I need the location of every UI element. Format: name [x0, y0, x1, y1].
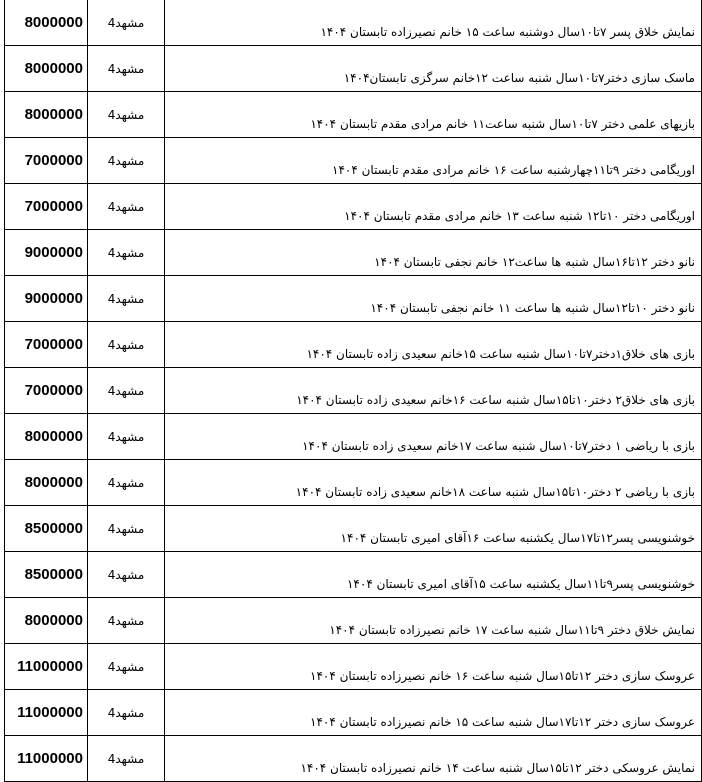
course-description: خوشنویسی پسر۹تا۱۱سال یکشنبه ساعت ۱۵آقای امیری تابستان ۱۴۰۴ [346, 577, 695, 591]
description-cell [165, 598, 702, 644]
table-row [5, 368, 702, 414]
description-cell [165, 506, 702, 552]
table-row [5, 644, 702, 690]
course-description: عروسک سازی دختر ۱۲تا۱۷سال شنبه ساعت ۱۵ خانم نصیرزاده تابستان ۱۴۰۴ [310, 715, 695, 729]
table-row [5, 506, 702, 552]
price-cell: 8500000 [5, 506, 88, 552]
city-cell: مشهد4 [88, 276, 165, 322]
course-description: نمایش خلاق دختر ۹تا۱۱سال شنبه ساعت ۱۷ خانم نصیرزاده تابستان ۱۴۰۴ [329, 623, 695, 637]
description-cell [165, 92, 702, 138]
description-cell [165, 460, 702, 506]
course-description: بازیهای علمی دختر ۷تا۱۰سال شنبه ساعت۱۱ خانم مرادی مقدم تابستان ۱۴۰۴ [310, 117, 695, 131]
description-cell [165, 322, 702, 368]
table-row [5, 736, 702, 782]
description-cell [165, 276, 702, 322]
city-cell: مشهد4 [88, 0, 165, 46]
city-cell: مشهد4 [88, 322, 165, 368]
description-cell [165, 736, 702, 782]
city-cell: مشهد4 [88, 92, 165, 138]
course-description: نانو دختر ۱۰تا۱۲سال شنبه ها ساعت ۱۱ خانم نجفی تابستان ۱۴۰۴ [370, 301, 695, 315]
course-description: اوریگامی دختر ۱۰تا۱۲ شنبه ساعت ۱۳ خانم مرادی مقدم تابستان ۱۴۰۴ [344, 209, 695, 223]
table-row [5, 230, 702, 276]
table-body [5, 0, 702, 782]
city-cell: مشهد4 [88, 414, 165, 460]
price-cell: 8000000 [5, 46, 88, 92]
table-row [5, 460, 702, 506]
price-cell: 7000000 [5, 322, 88, 368]
course-description: بازی های خلاق۱دختر۷تا۱۰سال شنبه ساعت ۱۵خانم سعیدی زاده تابستان ۱۴۰۴ [306, 347, 695, 361]
price-cell: 8000000 [5, 598, 88, 644]
city-cell: مشهد4 [88, 230, 165, 276]
description-cell [165, 368, 702, 414]
description-cell [165, 46, 702, 92]
city-cell: مشهد4 [88, 552, 165, 598]
price-cell: 7000000 [5, 138, 88, 184]
description-cell [165, 644, 702, 690]
description-cell [165, 552, 702, 598]
price-cell: 8500000 [5, 552, 88, 598]
description-cell [165, 230, 702, 276]
description-cell [165, 184, 702, 230]
description-cell [165, 414, 702, 460]
course-description: نانو دختر ۱۲تا۱۶سال شنبه ها ساعت۱۲ خانم نجفی تابستان ۱۴۰۴ [374, 255, 695, 269]
table-row [5, 138, 702, 184]
course-description: عروسک سازی دختر ۱۲تا۱۵سال شنبه ساعت ۱۶ خانم نصیرزاده تابستان ۱۴۰۴ [310, 669, 695, 683]
city-cell: مشهد4 [88, 460, 165, 506]
course-description: نمایش خلاق پسر ۷تا۱۰سال دوشنبه ساعت ۱۵ خانم نصیرزاده تابستان ۱۴۰۴ [320, 25, 695, 39]
table-row [5, 552, 702, 598]
city-cell: مشهد4 [88, 138, 165, 184]
price-cell: 8000000 [5, 414, 88, 460]
city-cell: مشهد4 [88, 690, 165, 736]
course-description: بازی های خلاق۲ دختر۱۰تا۱۵سال شنبه ساعت ۱۶خانم سعیدی زاده تابستان ۱۴۰۴ [296, 393, 695, 407]
description-cell [165, 0, 702, 46]
city-cell: مشهد4 [88, 644, 165, 690]
price-cell: 7000000 [5, 184, 88, 230]
table-row [5, 184, 702, 230]
city-cell: مشهد4 [88, 736, 165, 782]
course-price-table [4, 0, 702, 782]
description-cell [165, 138, 702, 184]
table-row [5, 276, 702, 322]
price-cell: 8000000 [5, 460, 88, 506]
price-cell: 9000000 [5, 230, 88, 276]
course-description: نمایش عروسکی دختر ۱۲تا۱۵سال شنبه ساعت ۱۴ خانم نصیرزاده تابستان ۱۴۰۴ [300, 761, 695, 775]
course-description: ماسک سازی دختر۷تا۱۰سال شنبه ساعت ۱۲خانم سرگزی تابستان۱۴۰۴ [343, 71, 695, 85]
description-cell [165, 690, 702, 736]
course-description: خوشنویسی پسر۱۲تا۱۷سال یکشنبه ساعت ۱۶آقای امیری تابستان ۱۴۰۴ [340, 531, 695, 545]
price-cell: 11000000 [5, 736, 88, 782]
price-cell: 11000000 [5, 644, 88, 690]
city-cell: مشهد4 [88, 598, 165, 644]
table-row [5, 322, 702, 368]
price-cell: 11000000 [5, 690, 88, 736]
course-price-table-container [4, 0, 702, 782]
city-cell: مشهد4 [88, 46, 165, 92]
table-row [5, 46, 702, 92]
table-row [5, 92, 702, 138]
table-row [5, 598, 702, 644]
course-description: بازی با ریاضی ۲ دختر۱۰تا۱۵سال شنبه ساعت ۱۸خانم سعیدی زاده تابستان ۱۴۰۴ [295, 485, 695, 499]
table-row [5, 0, 702, 46]
price-cell: 7000000 [5, 368, 88, 414]
course-description: بازی با ریاضی ۱ دختر۷تا۱۰سال شنبه ساعت ۱۷خانم سعیدی زاده تابستان ۱۴۰۴ [302, 439, 695, 453]
table-row [5, 414, 702, 460]
price-cell: 9000000 [5, 276, 88, 322]
city-cell: مشهد4 [88, 184, 165, 230]
price-cell: 8000000 [5, 0, 88, 46]
city-cell: مشهد4 [88, 368, 165, 414]
course-description: اوریگامی دختر ۹تا۱۱چهارشنبه ساعت ۱۶ خانم مرادی مقدم تابستان ۱۴۰۴ [332, 163, 695, 177]
price-cell: 8000000 [5, 92, 88, 138]
city-cell: مشهد4 [88, 506, 165, 552]
table-row [5, 690, 702, 736]
